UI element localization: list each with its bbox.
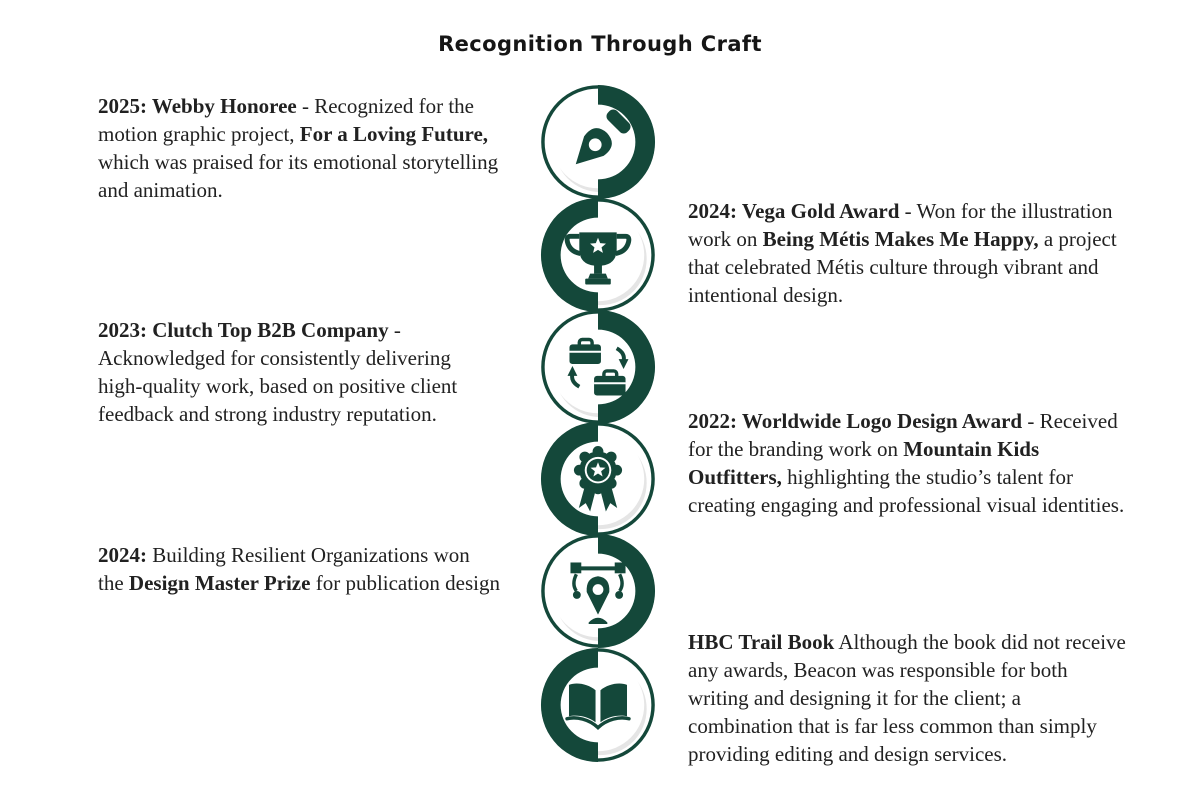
timeline-node-3 bbox=[539, 308, 657, 426]
award-entry-clutch-top-b2b: 2023: Clutch Top B2B Company - Acknowledged for consistently delivering high-quality work, based on positive client feedback and strong industry reputation. bbox=[98, 318, 458, 426]
timeline-node-6 bbox=[539, 646, 657, 764]
award-entry-design-master-prize: 2024: Building Resilient Organizations won the Design Master Prize for publication design bbox=[98, 543, 500, 595]
award-entry-webby-honoree: 2025: Webby Honoree - Recognized for the motion graphic project, For a Loving Future, which was praised for its emotional storytelling and animation. bbox=[98, 94, 499, 202]
timeline-node-1 bbox=[539, 83, 657, 201]
timeline-node-4 bbox=[539, 420, 657, 538]
timeline-node-5 bbox=[539, 532, 657, 650]
award-entry-hbc-trail-book: HBC Trail Book Although the book did not receive any awards, Beacon was responsible for both writing and designing it for the client; a combination that is far less common than simply providing editing and design services. bbox=[688, 630, 1126, 766]
award-entry-vega-gold: 2024: Vega Gold Award - Won for the illustration work on Being Métis Makes Me Happy, a project that celebrated Métis culture through vibrant and intentional design. bbox=[688, 199, 1117, 307]
timeline-node-2 bbox=[539, 196, 657, 314]
award-entry-worldwide-logo: 2022: Worldwide Logo Design Award - Received for the branding work on Mountain Kids Outfitters, highlighting the studio’s talent for creating engaging and professional visual identities. bbox=[688, 409, 1125, 517]
page-title: Recognition Through Craft bbox=[438, 32, 762, 57]
